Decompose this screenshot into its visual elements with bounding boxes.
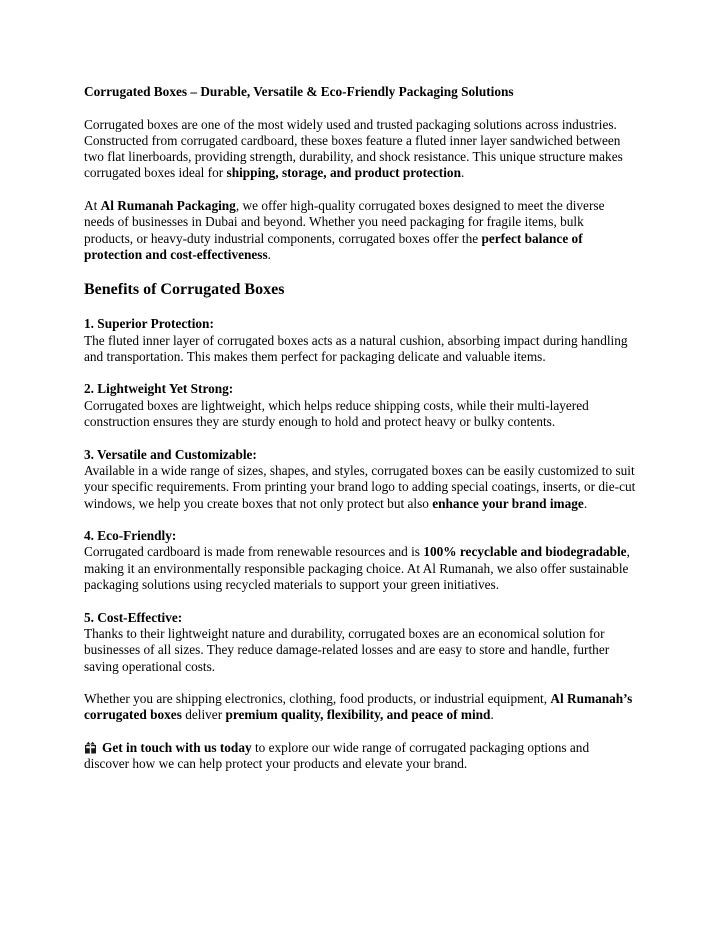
benefit-text: Thanks to their lightweight nature and durability, corrugated boxes are an economical solution for businesses of all sizes. They reduce damage-related losses and are easy to store and handle, further saving operational costs. [84, 625, 610, 674]
benefit-text: The fluted inner layer of corrugated boxes acts as a natural cushion, absorbing impact during handling and transportation. This makes them perfect for packaging delicate and valuable items. [84, 332, 628, 364]
cta-paragraph [84, 740, 636, 773]
benefit-item [84, 610, 636, 675]
package-icon [84, 741, 97, 753]
cta-text: to explore our wide range of corrugated packaging options and discover how we can help protect your products and elevate your brand. [84, 739, 590, 772]
intro-p1-text: Corrugated boxes are one of the most widely used and trusted packaging solutions across industries. Constructed from corrugated cardboard, these boxes feature a fluted inner layer sandwiched between two flat linerboards, providing strength, durability, and shock resistance. This unique structure makes corrugated boxes ideal for [84, 116, 623, 181]
benefit-item [84, 316, 636, 365]
benefit-text: Corrugated boxes are lightweight, which helps reduce shipping costs, while their multi-layered construction ensures they are sturdy enough to hold and protect heavy or bulky contents. [84, 397, 589, 430]
benefit-title: 1. Superior Protection: [84, 316, 214, 332]
benefits-heading: Benefits of Corrugated Boxes [84, 281, 285, 299]
benefit-item [84, 381, 636, 430]
brand-name: Al Rumanah Packaging [100, 198, 236, 214]
intro-paragraph-1 [84, 117, 636, 182]
benefit-bold: 100% recyclable and biodegradable [423, 544, 627, 560]
benefit-title: 3. Versatile and Customizable: [84, 446, 257, 462]
benefit-title: 5. Cost-Effective: [84, 609, 183, 625]
intro-p2-text: , we offer high-quality corrugated boxes designed to meet the diverse needs of businesses in Dubai and beyond. Whether you need packaging for fragile items, bulk products, or heavy-duty industrial components, corrugated boxes offer the [84, 198, 605, 246]
benefit-title: 2. Lightweight Yet Strong: [84, 381, 234, 397]
benefit-end: . [583, 495, 588, 511]
closing-end: . [490, 707, 494, 723]
intro-p1-end: . [460, 165, 465, 181]
closing-paragraph [84, 691, 636, 724]
benefit-bold: enhance your brand image [432, 495, 584, 511]
benefit-item [84, 447, 636, 512]
intro-p2-end: . [267, 246, 271, 262]
benefits-heading-wrap [84, 280, 636, 299]
intro-p1-bold: shipping, storage, and product protection [226, 165, 461, 181]
benefit-text: Available in a wide range of sizes, shapes, and styles, corrugated boxes can be easily customized to suit your specific requirements. From printing your brand logo to adding special coatings, inserts, or die-cut windows, we help you create boxes that not only protect but also [84, 462, 636, 511]
closing-text-1: Whether you are shipping electronics, clothing, food products, or industrial equipment, [84, 691, 551, 707]
document-title: Corrugated Boxes – Durable, Versatile & Eco-Friendly Packaging Solutions [84, 84, 514, 99]
benefit-title: 4. Eco-Friendly: [84, 528, 177, 544]
intro-p2-bold: perfect balance of protection and cost-effectiveness [84, 230, 583, 262]
closing-bold-2: premium quality, flexibility, and peace of mind [225, 707, 491, 723]
document-page [84, 84, 636, 773]
closing-text-2: deliver [181, 707, 226, 723]
cta-bold: Get in touch with us today [102, 739, 252, 755]
intro-p2-start: At [84, 198, 101, 214]
closing-bold-1: Al Rumanah’s corrugated boxes [84, 691, 633, 723]
benefit-end: , making it an environmentally responsible packaging choice. At Al Rumanah, we also offer sustainable packaging solutions using recycled materials to support your green initiatives. [84, 544, 630, 593]
benefit-text: Corrugated cardboard is made from renewable resources and is [84, 544, 424, 560]
intro-paragraph-2 [84, 198, 636, 263]
benefit-item [84, 528, 636, 593]
